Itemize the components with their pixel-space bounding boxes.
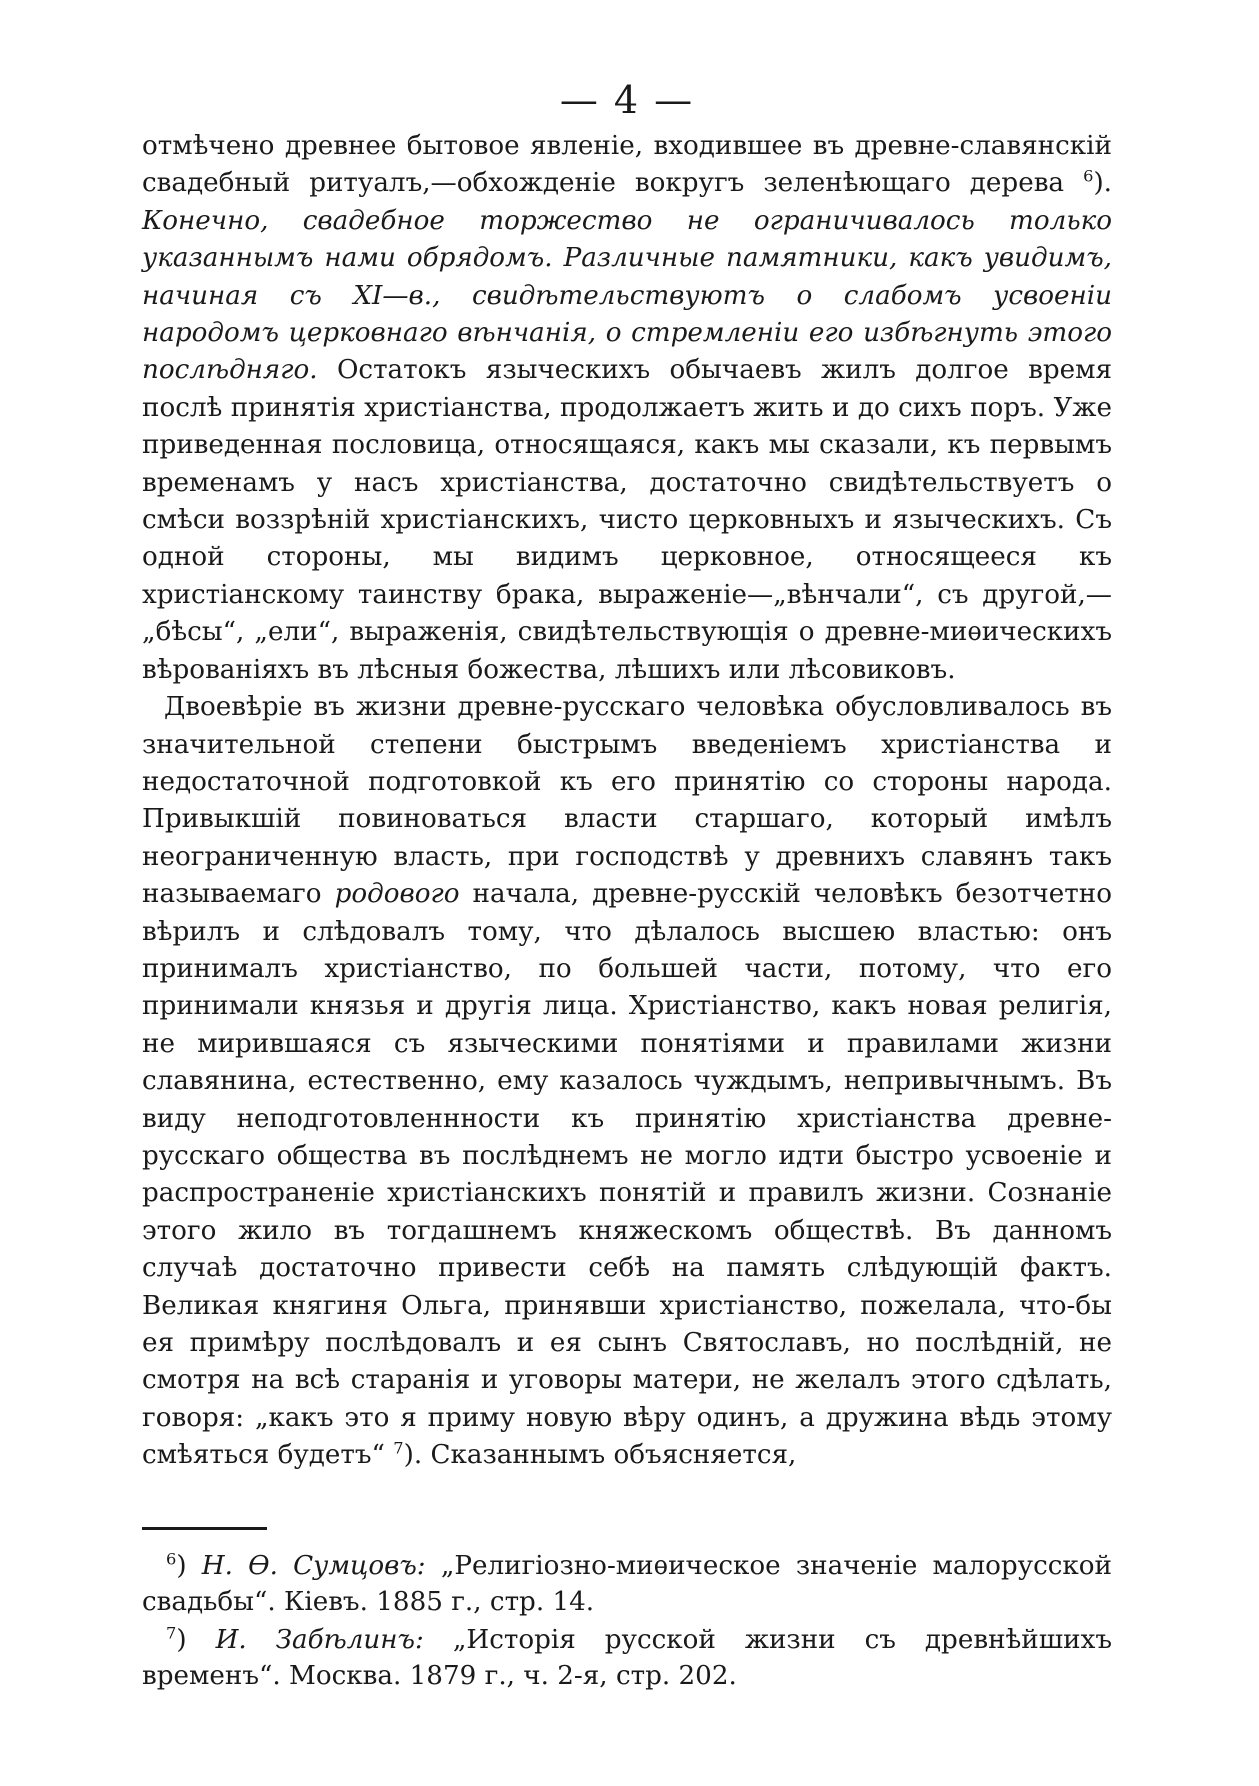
footnote-separator [142, 1527, 267, 1530]
paragraph-1-text-a: отмѣчено древнее бытовое явленіе, входившее въ древне-славянскій свадебный ритуалъ,—обхожденіе вокругъ зеленѣющаго дерева [142, 131, 1112, 199]
page-number: — 4 — [559, 78, 695, 122]
paragraph-1-italic: Конечно, свадебное торжество не ограничивалось только указаннымъ нами обрядомъ. Различные памятники, какъ увидимъ, начиная съ XI—в., свидѣтельствуютъ о слабомъ усвоеніи народомъ церковнаго вѣнчанія, о стремленіи его избѣгнуть этого послѣдняго. [142, 205, 1112, 386]
paragraph-1-text-c: Остатокъ языческихъ обычаевъ жилъ долгое время послѣ принятія христіанства, продолжаетъ жить и до сихъ поръ. Уже приведенная пословица, относящаяся, какъ мы сказали, къ первымъ временамъ у насъ христіанства, достаточно свидѣтельствуетъ о смѣси воззрѣній христіанскихъ, чисто церковныхъ и языческихъ. Съ одной стороны, мы видимъ церковное, относящееся къ христіанскому таинству брака, выраженіе—„вѣнчали“, съ другой,—„бѣсы“, „ели“, выраженія, свидѣтельствующія о древне-миѳическихъ вѣрованіяхъ въ лѣсныя божества, лѣшихъ или лѣсовиковъ. [142, 355, 1112, 685]
main-text [142, 128, 1112, 1475]
footnote-7-author: И. Забѣлинъ: [215, 1624, 424, 1655]
paragraph-2 [142, 689, 1112, 1475]
footnote-6-mark: 6 [166, 1548, 177, 1568]
footnote-6-author: Н. Ѳ. Сумцовъ: [201, 1550, 426, 1581]
paragraph-2-text-b: начала, древне-русскій человѣкъ безотчетно вѣрилъ и слѣдовалъ тому, что дѣлалось высшею властью: онъ принималъ христіанство, по большей части, потому, что его принимали князья и другія лица. Христіанство, какъ новая религія, не мирившаяся съ языческими понятіями и правилами жизни славянина, естественно, ему казалось чуждымъ, непривычнымъ. Въ виду неподготовленнности къ принятію христіанства древне-русскаго общества въ послѣднемъ не могло идти быстро усвоеніе и распространеніе христіанскихъ понятій и правилъ жизни. Сознаніе этого жило въ тогдашнемъ княжескомъ обществѣ. Въ данномъ случаѣ достаточно привести себѣ на память слѣдующій фактъ. Великая княгиня Ольга, принявши христіанство, пожелала, что-бы ея примѣру послѣдовалъ и ея сынъ Святославъ, но послѣдній, не смотря на всѣ старанія и уговоры матери, не желалъ этого сдѣлать, говоря: „какъ это я приму новую вѣру одинъ, а дружина вѣдь этому смѣяться будетъ“ [142, 879, 1113, 1471]
paragraph-1-text-b: ). [1093, 168, 1112, 199]
footnote-6: $^6$) Н. Ѳ. Сумцовъ: „Религіозно-миѳическое значеніе малорусской свадьбы“. Кіевъ. 1885 г., стр. 14. [142, 1548, 1113, 1617]
paragraph-2-text-c: ). Сказаннымъ объясняется, [403, 1440, 797, 1471]
footnote-ref-6: 6 [1083, 166, 1094, 186]
paragraph-2-text-a: Двоевѣріе въ жизни древне-русскаго человѣка обусловливалось въ значительной степени быстрымъ введеніемъ христіанства и недостаточной подготовкой къ его принятію со стороны народа. Привыкшій повиноваться власти старшаго, который имѣлъ неограниченную власть, при господствѣ у древнихъ славянъ такъ называемаго [142, 692, 1112, 910]
paragraph-2-italic: родового [334, 879, 460, 910]
footnote-ref-7: 7 [393, 1438, 404, 1458]
footnote-7-text: „Исторія русской жизни съ древнѣйшихъ временъ“. Москва. 1879 г., ч. 2-я, стр. 202. [142, 1624, 1112, 1691]
footnote-7: $^7$) И. Забѣлинъ: „Исторія русской жизни съ древнѣйшихъ временъ“. Москва. 1879 г., ч. 2-я, стр. 202. [142, 1622, 1112, 1691]
book-page [142, 78, 1112, 1768]
paragraph-1 [142, 128, 1112, 689]
footnote-7-mark: 7 [166, 1622, 177, 1642]
footnote-6-text: „Религіозно-миѳическое значеніе малорусской свадьбы“. Кіевъ. 1885 г., стр. 14. [142, 1550, 1113, 1617]
footnotes [142, 1548, 1112, 1694]
